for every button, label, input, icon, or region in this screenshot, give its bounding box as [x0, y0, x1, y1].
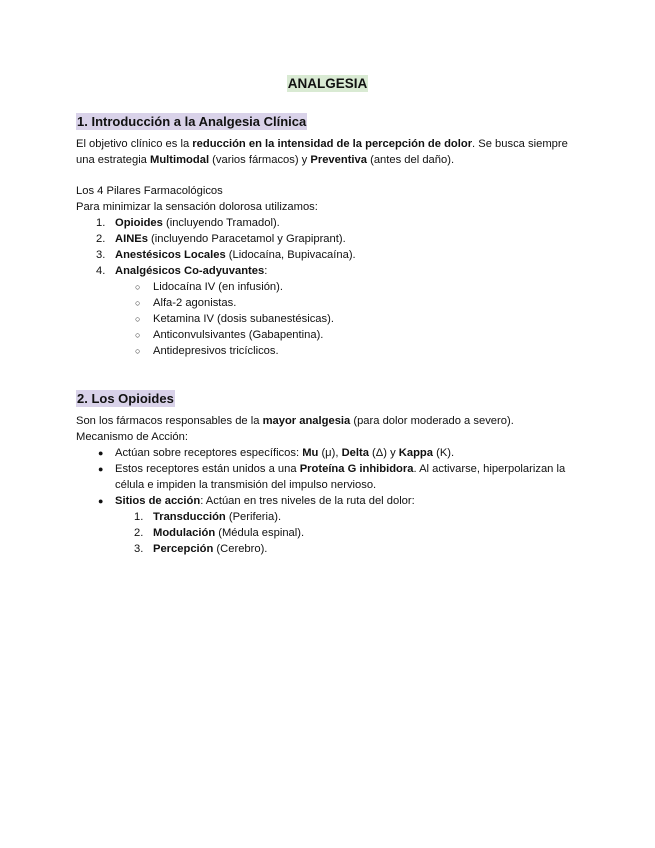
mechanism-label: Mecanismo de Acción:	[76, 431, 188, 443]
pillars-list	[76, 215, 596, 279]
list-item: ○ Anticonvulsivantes (Gabapentina).	[135, 329, 324, 341]
pillars-lead: Para minimizar la sensación dolorosa utilizamos:	[76, 201, 318, 213]
mechanism-list	[76, 445, 596, 509]
list-item: ● Estos receptores están unidos a una Proteína G inhibidora. Al activarse, hiperpolarizan la célula e impiden la transmisión del impulso nervioso.	[98, 463, 566, 491]
circle-bullet-icon: ○	[135, 346, 141, 356]
list-item: ● Actúan sobre receptores específicos: Mu (μ), Delta (Δ) y Kappa (Κ).	[98, 447, 455, 459]
document-title	[0, 76, 655, 93]
bullet-icon: ●	[98, 448, 104, 458]
list-item: ○ Antidepresivos tricíclicos.	[135, 345, 279, 357]
list-item: 1. Opioides (incluyendo Tramadol).	[96, 217, 280, 229]
list-item: 1. Transducción (Periferia).	[134, 511, 282, 523]
coadyuvantes-list	[76, 279, 596, 359]
list-item: 3. Anestésicos Locales (Lidocaína, Bupivacaína).	[96, 249, 356, 261]
section2-body	[76, 413, 596, 557]
title-text: ANALGESIA	[287, 76, 368, 91]
circle-bullet-icon: ○	[135, 298, 141, 308]
bullet-icon: ●	[98, 464, 104, 474]
section2-heading: 2. Los Opioides	[77, 391, 174, 406]
section2-intro: Son los fármacos responsables de la mayor analgesia (para dolor moderado a severo).	[76, 415, 514, 427]
pillars-title: Los 4 Pilares Farmacológicos	[76, 185, 223, 197]
circle-bullet-icon: ○	[135, 314, 141, 324]
section1-heading: 1. Introducción a la Analgesia Clínica	[77, 114, 307, 129]
section1-intro: El objetivo clínico es la reducción en la intensidad de la percepción de dolor. Se busca siempre una estrategia Multimodal (varios fármacos) y Preventiva (antes del daño).	[76, 138, 568, 166]
list-item: ● Sitios de acción: Actúan en tres niveles de la ruta del dolor:	[98, 495, 415, 507]
list-item: 2. Modulación (Médula espinal).	[134, 527, 305, 539]
sites-list	[76, 509, 596, 557]
list-item: ○ Ketamina IV (dosis subanestésicas).	[135, 313, 334, 325]
list-item: ○ Lidocaína IV (en infusión).	[135, 281, 283, 293]
section1-body	[76, 136, 596, 359]
circle-bullet-icon: ○	[135, 330, 141, 340]
circle-bullet-icon: ○	[135, 282, 141, 292]
list-item: 4. Analgésicos Co-adyuvantes:	[96, 265, 268, 277]
list-item: ○ Alfa-2 agonistas.	[135, 297, 237, 309]
list-item: 2. AINEs (incluyendo Paracetamol y Grapiprant).	[96, 233, 346, 245]
bullet-icon: ●	[98, 496, 104, 506]
list-item: 3. Percepción (Cerebro).	[134, 543, 268, 555]
